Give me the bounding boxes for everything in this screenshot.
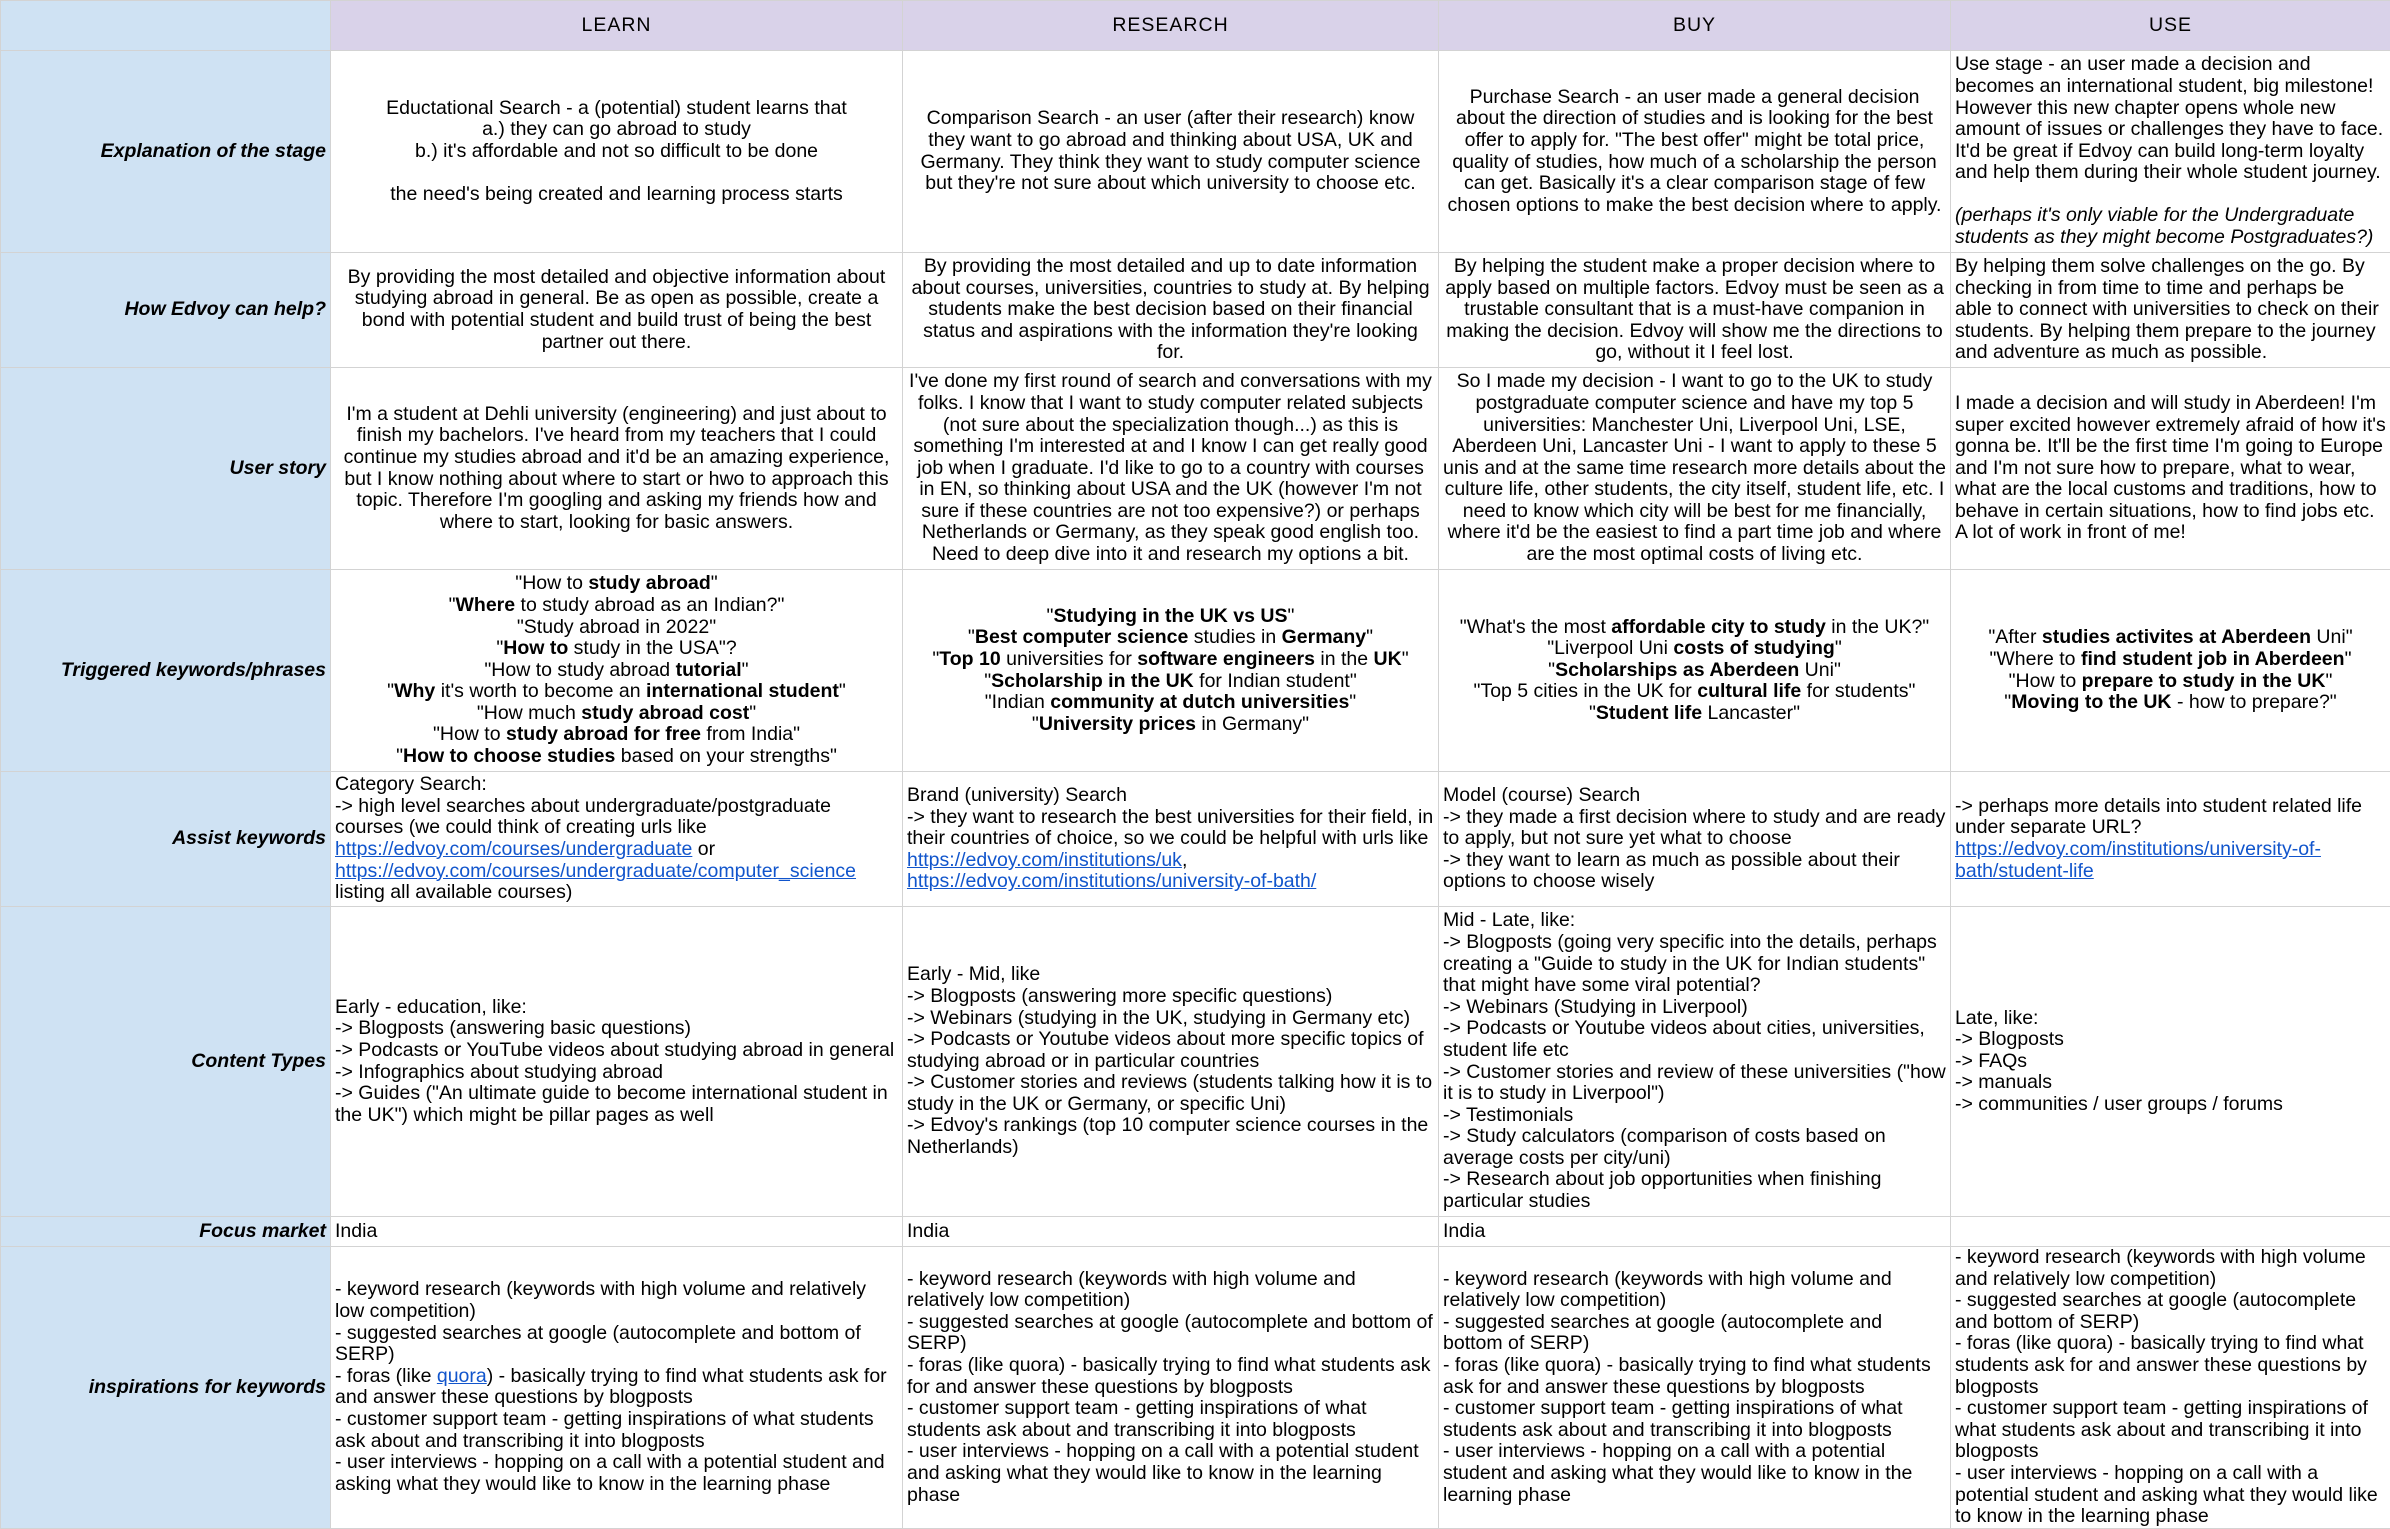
cell-link[interactable]: quora [437, 1365, 487, 1387]
cell-text-segment: How to choose studies [403, 745, 615, 767]
table-row [1, 570, 2390, 772]
cell-text [1443, 1269, 1946, 1507]
cell-text [907, 1269, 1434, 1507]
cell-research[interactable] [903, 907, 1439, 1217]
cell-text-segment: Scholarship in the UK [991, 670, 1194, 692]
cell-text-segment: - keyword research (keywords with high volume and relatively low competition) - suggested searches at google (autocomplete and bottom of SERP) - foras (like quora) - basically trying to find what students ask for and answer these questions by blogposts - customer support team - getting inspirations of what students ask about and transcribing it into blogposts - user interviews - hopping on a call with a potential student and asking what they would like to know in the learning phase [1955, 1247, 2378, 1528]
cell-text [1443, 87, 1946, 217]
cell-text-segment: " "How to [2009, 648, 2352, 692]
cell-buy[interactable] [1439, 570, 1951, 772]
cell-text-segment: Uni" "Where to [1989, 626, 2352, 670]
cell-text-segment: to study abroad as an Indian?" "Study abroad in 2022" " [496, 594, 784, 659]
cell-text [335, 98, 898, 206]
cell-learn[interactable] [331, 772, 903, 907]
cell-text-segment: " "How to [433, 702, 756, 746]
cell-link[interactable]: https://edvoy.com/institutions/university-of-bath/ [907, 870, 1316, 892]
cell-text-segment: community at dutch universities [1050, 691, 1349, 713]
cell-text [907, 785, 1434, 893]
cell-text-segment: "What's the most [1460, 616, 1612, 638]
cell-text-segment: study in the USA"? "How to study abroad [484, 637, 736, 681]
table-row [1, 1247, 2390, 1529]
cell-text-segment: "How to [515, 572, 588, 594]
table-row [1, 368, 2390, 570]
cell-text [907, 964, 1434, 1158]
row-label[interactable]: Explanation of the stage [1, 51, 331, 253]
cell-buy[interactable] [1439, 51, 1951, 253]
cell-text [907, 108, 1434, 194]
cell-text-segment: - keyword research (keywords with high volume and relatively low competition) - suggested searches at google (autocomplete and bottom of SERP) - foras (like quora) - basically trying to find what students ask for and answer these questions by blogposts - customer support team - getting inspirations of what students ask about and transcribing it into blogposts - user interviews - hopping on a call with a potential student and asking what they would like to know in the learning phase [907, 1268, 1433, 1506]
cell-text-segment: software engineers [1137, 648, 1315, 670]
cell-text-segment: Student life [1596, 702, 1702, 724]
cell-text-segment: Lancaster" [1702, 702, 1800, 724]
cell-text-segment: (perhaps it's only viable for the Undergraduate students as they might become Postgraduates?) [1955, 204, 2373, 248]
cell-text-segment: India [1443, 1220, 1485, 1242]
cell-text-segment: " " [387, 659, 748, 703]
cell-text-segment: listing all available courses) [335, 881, 572, 903]
cell-text-segment: - how to prepare?" [2172, 691, 2337, 713]
column-header-buy[interactable]: BUY [1439, 1, 1951, 51]
cell-learn[interactable] [331, 253, 903, 368]
corner-cell[interactable] [1, 1, 331, 51]
cell-text-segment: universities for [1001, 648, 1138, 670]
cell-learn[interactable] [331, 570, 903, 772]
table-row [1, 51, 2390, 253]
cell-use[interactable] [1951, 1247, 2390, 1529]
row-label[interactable]: Focus market [1, 1217, 331, 1247]
cell-buy[interactable] [1439, 907, 1951, 1217]
row-label[interactable]: How Edvoy can help? [1, 253, 331, 368]
cell-text-segment: By providing the most detailed and up to date information about courses, universities, countries to study at. By helping students make the best decision based on their financial status and aspirations with the information they're looking for. [911, 255, 1429, 363]
cell-text-segment: Purchase Search - an user made a general decision about the direction of studies and is looking for the best offer to apply for. "The best offer" might be total price, quality of studies, how much of a scholarship the person can get. Basically it's a clear comparison stage of few chosen options to make the best decision where to apply. [1448, 86, 1942, 216]
cell-text [907, 606, 1434, 736]
cell-text-segment: Model (course) Search -> they made a first decision where to study and are ready to apply, but not sure yet what to choose -> they want to learn as much as possible about their options to choose wisely [1443, 784, 1945, 892]
cell-text-segment: " " [1032, 691, 1356, 735]
cell-research[interactable] [903, 772, 1439, 907]
cell-text-segment: Early - education, like: -> Blogposts (answering basic questions) -> Podcasts or YouTube videos about studying abroad in general -> Infographics about studying abroad -> Guides ("An ultimate guide to become international student in the UK") which might be pillar pages as well [335, 996, 894, 1126]
table-row [1, 253, 2390, 368]
cell-text-segment: How to [503, 637, 568, 659]
cell-text-segment: Use stage - an user made a decision and becomes an international student, big milestone! However this new chapter opens whole new amount of issues or challenges they have to face. It'd be great if Edvoy can build long-term loyalty and help them during their whole student journey. [1955, 53, 2383, 183]
cell-text-segment: find student job in Aberdeen [2081, 648, 2345, 670]
cell-text-segment: Studying in the UK vs US [1053, 605, 1287, 627]
row-label[interactable]: inspirations for keywords [1, 1247, 331, 1529]
cell-use[interactable] [1951, 1217, 2390, 1247]
cell-text [907, 256, 1434, 364]
cell-text-segment: UK [1374, 648, 1402, 670]
cell-learn[interactable] [331, 1247, 903, 1529]
table-row [1, 907, 2390, 1217]
cell-text-segment: Uni" "Top 5 cities in the UK for [1474, 659, 1841, 703]
cell-link[interactable]: https://edvoy.com/institutions/uk [907, 849, 1182, 871]
column-header-research[interactable]: RESEARCH [903, 1, 1439, 51]
cell-text [1955, 256, 2386, 364]
cell-text-segment: India [335, 1220, 377, 1242]
cell-text-segment: based on your strengths" [615, 745, 837, 767]
cell-text-segment: studies activites at Aberdeen [2042, 626, 2311, 648]
cell-text [1443, 371, 1946, 565]
cell-use[interactable] [1951, 907, 2390, 1217]
cell-research[interactable] [903, 368, 1439, 570]
cell-text [1955, 54, 2386, 248]
cell-text-segment: University prices [1039, 713, 1196, 735]
cell-text-segment: " " [968, 605, 1295, 649]
cell-text [1955, 1247, 2386, 1528]
cell-text-segment: for Indian student" "Indian [985, 670, 1357, 714]
cell-text [1443, 1221, 1946, 1243]
cell-research[interactable] [903, 1247, 1439, 1529]
cell-text-segment: , [1182, 849, 1187, 871]
cell-text-segment: India [907, 1220, 949, 1242]
cell-text-segment: Moving to the UK [2011, 691, 2171, 713]
cell-text-segment: " " [449, 572, 718, 616]
cell-text-segment: Comparison Search - an user (after their research) know they want to go abroad and thinking about USA, UK and Germany. They think they want to study computer science but they're not sure about which university to choose etc. [920, 107, 1420, 194]
cell-text-segment: studies in [1188, 626, 1281, 648]
cell-use[interactable] [1951, 772, 2390, 907]
cell-buy[interactable] [1439, 253, 1951, 368]
cell-text-segment: cultural life [1697, 680, 1801, 702]
cell-learn[interactable] [331, 51, 903, 253]
cell-text [335, 404, 898, 534]
cell-text-segment: it's worth to become an [435, 680, 646, 702]
cell-buy[interactable] [1439, 772, 1951, 907]
cell-text-segment: By helping them solve challenges on the go. By checking in from time to time and perhaps be able to connect with universities to check on their students. By helping them prepare to the journey and adventure as much as possible. [1955, 255, 2379, 363]
cell-use[interactable] [1951, 253, 2390, 368]
cell-text [907, 1221, 1434, 1243]
cell-learn[interactable] [331, 368, 903, 570]
table-row [1, 772, 2390, 907]
cell-link[interactable]: https://edvoy.com/institutions/university-of-bath/student-life [1955, 838, 2321, 882]
cell-text-segment: - keyword research (keywords with high volume and relatively low competition) - suggested searches at google (autocomplete and bottom of SERP) - foras (like [335, 1278, 866, 1386]
cell-research[interactable] [903, 51, 1439, 253]
cell-text [335, 267, 898, 353]
cell-text-segment: Early - Mid, like -> Blogposts (answering more specific questions) -> Webinars (studying in the UK, studying in Germany etc) -> Podcasts or Youtube videos about more specific topics of studying abroad or in particular countries -> Customer stories and reviews (students talking how it is to study in the UK or Germany, or specific Uni) -> Edvoy's rankings (top 10 computer science courses in the Netherlands) [907, 963, 1432, 1158]
cell-text-segment: international student [646, 680, 839, 702]
cell-text-segment: study abroad cost [581, 702, 749, 724]
cell-text-segment: " " [1548, 637, 1842, 681]
cell-text-segment: Best computer science [975, 626, 1189, 648]
cell-text [1443, 617, 1946, 725]
header-row [1, 1, 2390, 51]
cell-text-segment: Category Search: -> high level searches about undergraduate/postgraduate courses (we could think of creating urls like [335, 773, 831, 838]
cell-text-segment: in the [1315, 648, 1374, 670]
cell-text [907, 371, 1434, 565]
cell-text-segment: study abroad for free [506, 723, 701, 745]
cell-link[interactable]: https://edvoy.com/courses/undergraduate/computer_science [335, 860, 856, 882]
cell-text [1443, 256, 1946, 364]
cell-text-segment: Where [456, 594, 516, 616]
cell-text [1443, 910, 1946, 1212]
cell-text-segment: in Germany" [1196, 713, 1309, 735]
cell-text [1955, 796, 2386, 882]
column-header-use[interactable]: USE [1951, 1, 2390, 51]
cell-text-segment: - keyword research (keywords with high volume and relatively low competition) - suggested searches at google (autocomplete and bottom of SERP) - foras (like quora) - basically trying to find what students ask for and answer these questions by blogposts - customer support team - getting inspirations of what students ask about and transcribing it into blogposts - user interviews - hopping on a call with a potential student and asking what they would like to know in the learning phase [1443, 1268, 1931, 1506]
cell-research[interactable] [903, 253, 1439, 368]
cell-text [1955, 1008, 2386, 1116]
cell-text-segment: ) - basically trying to find what students ask for and answer these questions by blogposts - customer support team - getting inspirations of what students ask about and transcribing it into blogposts - user interviews - hopping on a call with a potential student and asking what they would like to know in the learning phase [335, 1365, 887, 1495]
cell-research[interactable] [903, 570, 1439, 772]
cell-text-segment: Scholarships as Aberdeen [1555, 659, 1799, 681]
cell-link[interactable]: https://edvoy.com/courses/undergraduate [335, 838, 692, 860]
cell-text-segment: tutorial [676, 659, 742, 681]
cell-text-segment: I've done my first round of search and conversations with my folks. I know that I want to study computer related subjects (not sure about the specialization though...) as this is something I'm interested at and I know I can get really good job when I graduate. I'd like to go to a country with courses in EN, so thinking about USA and the UK (however I'm not sure if these countries are not too expensive?) or perhaps Netherlands or Germany, as they speak good english too. Need to deep dive into it and research my options a bit. [909, 370, 1432, 565]
column-header-learn[interactable]: LEARN [331, 1, 903, 51]
cell-text-segment: affordable city to study [1611, 616, 1826, 638]
cell-text-segment: Why [394, 680, 435, 702]
row-label[interactable]: User story [1, 368, 331, 570]
cell-research[interactable] [903, 1217, 1439, 1247]
grid-body [1, 1, 2390, 1529]
cell-text-segment: I'm a student at Dehli university (engineering) and just about to finish my bachelors. I've heard from my teachers that I could continue my studies abroad and it'd be an amazing experience, but I know nothing about where to start or hwo to approach this topic. Therefore I'm googling and asking my friends how and where to start, looking for basic answers. [344, 403, 890, 533]
cell-text-segment: costs of studying [1673, 637, 1834, 659]
cell-text-segment: Top 10 [939, 648, 1000, 670]
cell-learn[interactable] [331, 907, 903, 1217]
cell-text-segment: " [1047, 605, 1054, 627]
cell-text-segment: Germany [1282, 626, 1367, 648]
row-label[interactable]: Content Types [1, 907, 331, 1217]
cell-text-segment: in the UK?" "Liverpool Uni [1547, 616, 1929, 660]
cell-text [335, 573, 898, 767]
cell-text-segment: I made a decision and will study in Aberdeen! I'm super excited however extremely afraid of how it's gonna be. It'll be the first time I'm going to Europe and I'm not sure how to prepare, what to wear, what are the local customs and traditions, how to behave in certain situations, how to find jobs etc. A lot of work in front of me! [1955, 392, 2386, 544]
row-label[interactable]: Triggered keywords/phrases [1, 570, 331, 772]
cell-text [335, 774, 898, 904]
cell-buy[interactable] [1439, 1247, 1951, 1529]
cell-text-segment: prepare to study in the UK [2082, 670, 2326, 692]
cell-text [335, 997, 898, 1127]
cell-use[interactable] [1951, 570, 2390, 772]
cell-text-segment: Late, like: -> Blogposts -> FAQs -> manuals -> communities / user groups / forums [1955, 1007, 2283, 1115]
table-row [1, 1217, 2390, 1247]
cell-text-segment: "After [1988, 626, 2042, 648]
cell-text-segment: " " [2004, 670, 2332, 714]
cell-text-segment: " " [932, 626, 1373, 670]
cell-text-segment: By helping the student make a proper decision where to apply based on multiple factors. Edvoy must be seen as a trustable consultant that is a must-have companion in making the decision. Edvoy will show me the directions to go, without it I feel lost. [1445, 255, 1944, 363]
cell-text-segment: from India" " [396, 723, 800, 767]
cell-text [1955, 393, 2386, 544]
cell-text [335, 1221, 898, 1243]
row-label[interactable]: Assist keywords [1, 772, 331, 907]
cell-text-segment: -> perhaps more details into student related life under separate URL? [1955, 795, 2362, 839]
cell-text-segment: Eductational Search - a (potential) student learns that a.) they can go abroad to study b.) it's affordable and not so difficult to be done the need's being created and learning process starts [386, 97, 847, 205]
cell-text-segment: " " [984, 648, 1408, 692]
cell-text [1955, 627, 2386, 713]
cell-buy[interactable] [1439, 368, 1951, 570]
cell-text-segment: Mid - Late, like: -> Blogposts (going very specific into the details, perhaps creating a "Guide to study in the UK for Indian students" that might have some viral potential? -> Webinars (Studying in Liverpool) -> Podcasts or Youtube videos about cities, universities, student life etc -> Customer stories and review of these universities ("how it is to study in Liverpool") -> Testimonials -> Study calculators (comparison of costs based on average costs per city/uni) -> Research about job opportunities when finishing particular studies [1443, 909, 1946, 1212]
cell-text-segment: Brand (university) Search -> they want to research the best universities for their field, in their countries of choice, so we could be helpful with urls like [907, 784, 1433, 849]
cell-text-segment: study abroad [588, 572, 710, 594]
cell-buy[interactable] [1439, 1217, 1951, 1247]
cell-text-segment: or [692, 838, 715, 860]
cell-text-segment: for students" " [1589, 680, 1916, 724]
cell-text-segment: " "How much [477, 680, 846, 724]
cell-text [1443, 785, 1946, 893]
cell-use[interactable] [1951, 51, 2390, 253]
cell-learn[interactable] [331, 1217, 903, 1247]
cell-use[interactable] [1951, 368, 2390, 570]
cell-text-segment: So I made my decision - I want to go to the UK to study postgraduate computer science and have my top 5 universities: Manchester Uni, Liverpool Uni, LSE, Aberdeen Uni, Lancaster Uni - I want to apply to these 5 unis and at the same time research more details about the culture life, other students, the city itself, student life, etc. I need to know which city will be best for me financially, where it'd be the easiest to find a part time job and where are the most optimal costs of living etc. [1443, 370, 1946, 565]
cell-text [335, 1279, 898, 1495]
cell-text-segment: By providing the most detailed and objective information about studying abroad in general. Be as open as possible, create a bond with potential student and build trust of being the best partner out there. [348, 266, 886, 353]
